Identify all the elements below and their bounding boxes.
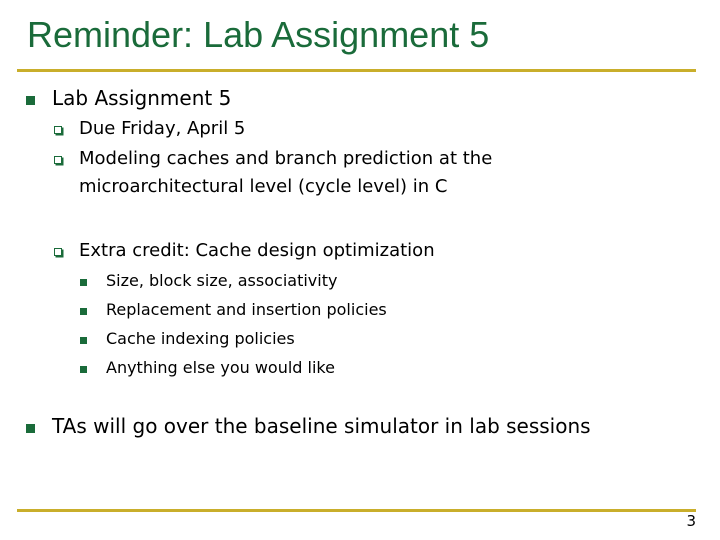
- slide-title: Reminder: Lab Assignment 5: [27, 14, 490, 55]
- bullet-extra-credit: Extra credit: Cache design optimization: [79, 240, 435, 261]
- bullet-lab-assignment: Lab Assignment 5: [52, 86, 232, 110]
- bullet-size: Size, block size, associativity: [106, 271, 338, 290]
- footer-divider: [17, 509, 696, 512]
- square-bullet-icon: [26, 424, 35, 433]
- bullet-due-date: Due Friday, April 5: [79, 118, 246, 139]
- hollow-square-bullet-icon: [54, 126, 62, 134]
- bullet-replacement: Replacement and insertion policies: [106, 300, 387, 319]
- hollow-square-bullet-icon: [54, 248, 62, 256]
- hollow-square-bullet-icon: [54, 156, 62, 164]
- page-number: 3: [686, 512, 696, 530]
- square-bullet-icon: [80, 366, 87, 373]
- square-bullet-icon: [26, 96, 35, 105]
- bullet-tas: TAs will go over the baseline simulator in lab sessions: [52, 414, 591, 438]
- bullet-modeling-continued: microarchitectural level (cycle level) in C: [79, 176, 448, 197]
- title-divider: [17, 69, 696, 72]
- square-bullet-icon: [80, 308, 87, 315]
- bullet-modeling: Modeling caches and branch prediction at the: [79, 148, 493, 169]
- bullet-indexing: Cache indexing policies: [106, 329, 295, 348]
- square-bullet-icon: [80, 279, 87, 286]
- square-bullet-icon: [80, 337, 87, 344]
- bullet-anything-else: Anything else you would like: [106, 358, 335, 377]
